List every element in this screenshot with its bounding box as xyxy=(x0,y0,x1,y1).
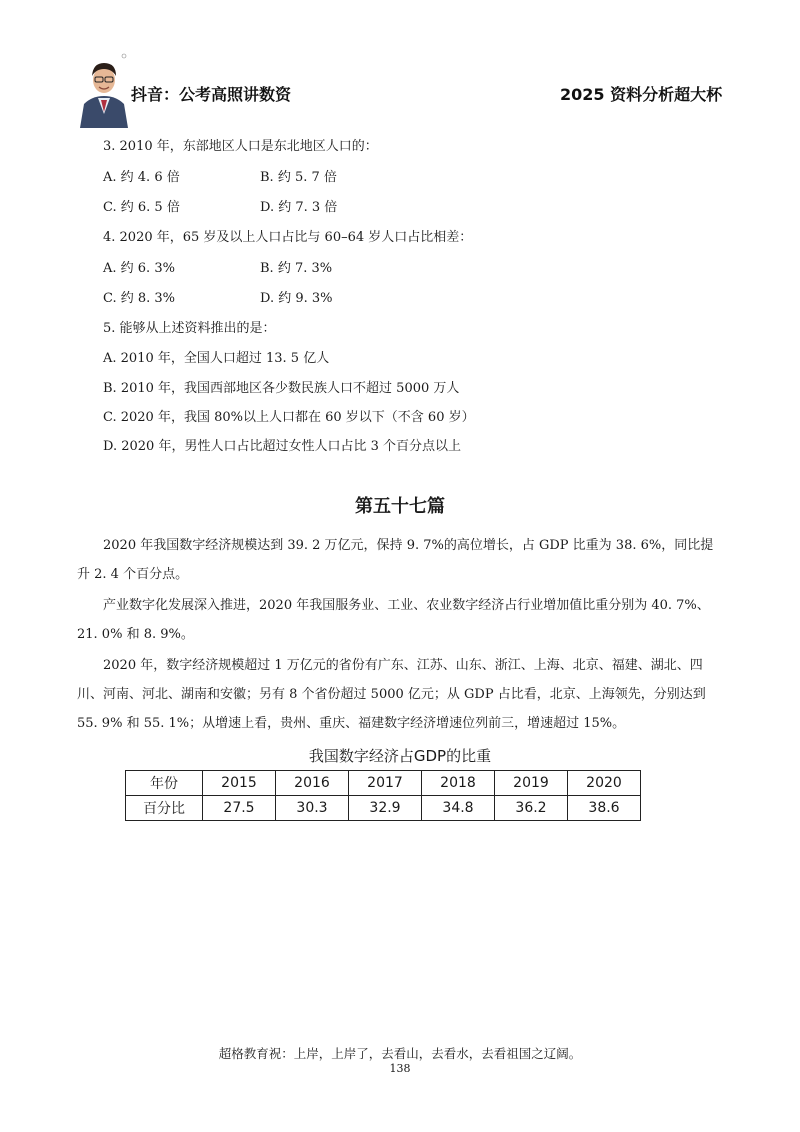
row-label-percent: 百分比 xyxy=(126,796,203,821)
question-5-stem: 5. 能够从上述资料推出的是： xyxy=(103,321,276,336)
year-cell: 2020 xyxy=(568,771,641,796)
paragraph-1: 2020 年我国数字经济规模达到 39. 2 万亿元，保持 9. 7%的高位增长，占 GDP 比重为 38. 6%，同比提升 2. 4 个百分点。 xyxy=(77,538,714,582)
question-3-option-a: A. 约 4. 6 倍 xyxy=(103,170,180,185)
value-cell: 27.5 xyxy=(203,796,276,821)
gdp-share-table xyxy=(125,770,641,821)
question-5-option-d: D. 2020 年，男性人口占比超过女性人口占比 3 个百分点以上 xyxy=(103,439,461,454)
header-right: 2025 资料分析超大杯 xyxy=(560,85,723,104)
page-number: 138 xyxy=(389,1062,411,1075)
question-5-option-a: A. 2010 年，全国人口超过 13. 5 亿人 xyxy=(103,351,330,366)
value-cell: 34.8 xyxy=(422,796,495,821)
question-3-stem: 3. 2010 年，东部地区人口是东北地区人口的： xyxy=(103,139,378,154)
footer-slogan: 超格教育祝：上岸，上岸了，去看山，去看水，去看祖国之辽阔。 xyxy=(218,1046,582,1061)
year-cell: 2018 xyxy=(422,771,495,796)
question-4-stem: 4. 2020 年，65 岁及以上人口占比与 60–64 岁人口占比相差： xyxy=(103,230,473,245)
paragraph-2: 产业数字化发展深入推进，2020 年我国服务业、工业、农业数字经济占行业增加值比重分别为 40. 7%、21. 0% 和 8. 9%。 xyxy=(77,598,710,642)
question-5-option-c: C. 2020 年，我国 80%以上人口都在 60 岁以下（不含 60 岁） xyxy=(103,410,475,425)
question-4-option-d: D. 约 9. 3% xyxy=(260,291,333,306)
presenter-avatar xyxy=(78,52,130,128)
question-3-option-b: B. 约 5. 7 倍 xyxy=(260,170,337,185)
year-cell: 2019 xyxy=(495,771,568,796)
question-4-option-b: B. 约 7. 3% xyxy=(260,261,333,276)
question-4-option-c: C. 约 8. 3% xyxy=(103,291,176,306)
paragraph-3: 2020 年，数字经济规模超过 1 万亿元的省份有广东、江苏、山东、浙江、上海、北京、福建、湖北、四川、河南、河北、湖南和安徽；另有 8 个省份超过 5000 亿元；从 GDP 占比看，北京、上海领先，分别达到 55. 9% 和 55. 1%；从增速上看，贵州、重庆、福建数字经济增速位列前三，增速超过 15%。 xyxy=(77,658,706,731)
value-cell: 36.2 xyxy=(495,796,568,821)
year-cell: 2017 xyxy=(349,771,422,796)
header-left: 抖音：公考高照讲数资 xyxy=(131,85,292,104)
value-cell: 30.3 xyxy=(276,796,349,821)
value-cell: 38.6 xyxy=(568,796,641,821)
question-5-option-b: B. 2010 年，我国西部地区各少数民族人口不超过 5000 万人 xyxy=(103,381,460,396)
section-title: 第五十七篇 xyxy=(355,496,445,517)
table-row-years xyxy=(126,771,641,796)
question-3-option-c: C. 约 6. 5 倍 xyxy=(103,200,180,215)
table-row-values xyxy=(126,796,641,821)
year-cell: 2016 xyxy=(276,771,349,796)
table-title: 我国数字经济占GDP的比重 xyxy=(308,747,492,765)
question-3-option-d: D. 约 7. 3 倍 xyxy=(260,200,338,215)
row-label-year: 年份 xyxy=(126,771,203,796)
year-cell: 2015 xyxy=(203,771,276,796)
value-cell: 32.9 xyxy=(349,796,422,821)
question-4-option-a: A. 约 6. 3% xyxy=(103,261,175,276)
